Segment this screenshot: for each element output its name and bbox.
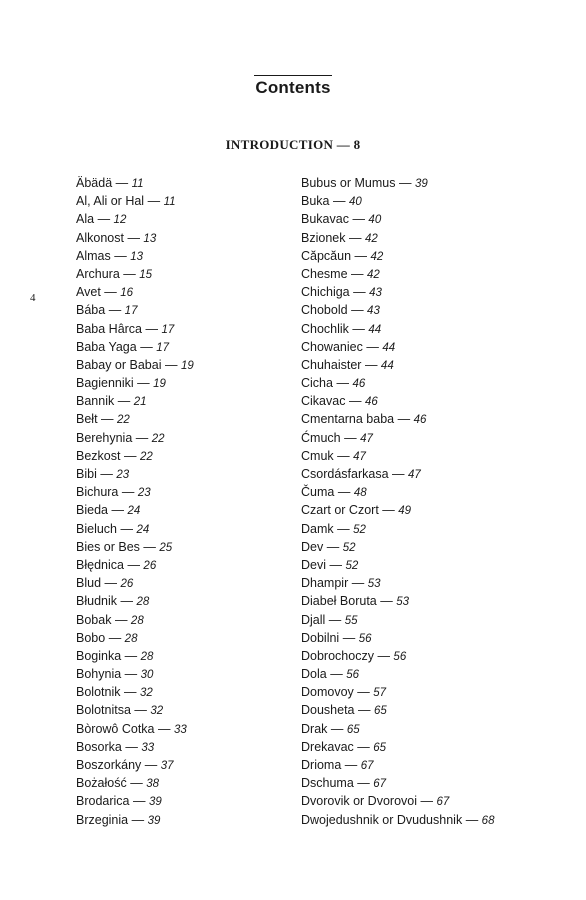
- toc-column-right: [301, 174, 494, 829]
- toc-entry-page: 33: [173, 723, 187, 736]
- toc-entry[interactable]: [301, 738, 494, 756]
- toc-entry-page: 38: [146, 778, 159, 791]
- toc-entry-name: Ala: [76, 212, 95, 227]
- toc-entry-name: Diabeł Boruta: [301, 594, 377, 609]
- toc-entry[interactable]: [301, 647, 494, 665]
- toc-entry-separator: —: [125, 739, 138, 754]
- toc-entry-name: Bobo: [76, 630, 106, 645]
- toc-entry[interactable]: [76, 265, 194, 283]
- toc-entry-name: Bezkost: [76, 448, 121, 463]
- toc-entry[interactable]: [76, 665, 194, 683]
- toc-entry-page: 65: [346, 723, 360, 736]
- toc-entry-name: Cikavac: [301, 394, 346, 409]
- toc-entry-name: Dschuma: [301, 776, 354, 791]
- toc-entry-separator: —: [348, 394, 362, 409]
- toc-entry-name: Bolotnik: [76, 685, 121, 700]
- toc-entry-separator: —: [357, 739, 370, 754]
- toc-entry-name: Boginka: [76, 648, 122, 663]
- introduction-separator: —: [336, 137, 351, 152]
- toc-entry-separator: —: [352, 321, 365, 336]
- toc-entry[interactable]: [301, 447, 494, 465]
- toc-entry-separator: —: [380, 594, 393, 609]
- toc-entry[interactable]: [76, 811, 194, 829]
- toc-entry-name: Alkonost: [76, 230, 124, 245]
- toc-entry-name: Bòrowô Cotka: [76, 721, 155, 736]
- toc-entry-separator: —: [140, 339, 153, 354]
- toc-entry-page: 67: [373, 778, 387, 791]
- toc-entry[interactable]: [301, 429, 494, 447]
- toc-entry-separator: —: [352, 212, 365, 227]
- toc-entry-separator: —: [127, 230, 140, 245]
- toc-entry-name: Chochlik: [301, 321, 349, 336]
- toc-entry-name: Chichiga: [301, 285, 350, 300]
- toc-entry[interactable]: [301, 683, 494, 701]
- toc-entry-separator: —: [123, 448, 137, 463]
- toc-entry[interactable]: [76, 756, 194, 774]
- toc-entry[interactable]: [76, 283, 194, 301]
- toc-entry[interactable]: [301, 283, 494, 301]
- toc-entry-name: Čuma: [301, 485, 335, 500]
- toc-entry[interactable]: [301, 174, 494, 192]
- toc-entry-name: Äbädä: [76, 176, 113, 190]
- toc-entry-page: 19: [180, 359, 194, 372]
- toc-entry-page: 28: [124, 632, 138, 645]
- toc-entry[interactable]: [76, 556, 194, 574]
- toc-entry-separator: —: [397, 412, 411, 427]
- toc-entry-separator: —: [353, 285, 366, 300]
- toc-entry-separator: —: [137, 376, 150, 391]
- toc-entry-separator: —: [358, 703, 371, 718]
- toc-entry[interactable]: [301, 465, 494, 483]
- toc-entry[interactable]: [76, 629, 194, 647]
- toc-entry[interactable]: [76, 247, 194, 265]
- toc-entry[interactable]: [301, 520, 494, 538]
- toc-entry[interactable]: [76, 592, 194, 610]
- toc-entry-name: Dhampir: [301, 576, 349, 591]
- toc-entry-page: 17: [124, 305, 138, 318]
- toc-entry[interactable]: [301, 538, 494, 556]
- toc-entry-page: 39: [414, 178, 428, 190]
- toc-entry-separator: —: [124, 667, 138, 682]
- toc-entry-separator: —: [332, 194, 346, 209]
- toc-entry-page: 24: [136, 523, 150, 536]
- toc-entry-page: 43: [369, 287, 382, 300]
- toc-entry-page: 65: [373, 705, 387, 718]
- toc-entry-separator: —: [130, 776, 143, 791]
- toc-entry-separator: —: [330, 667, 343, 682]
- toc-entry-page: 33: [141, 741, 155, 754]
- toc-entry-page: 22: [139, 450, 153, 463]
- toc-entry-separator: —: [114, 612, 128, 627]
- toc-entry-name: Devi: [301, 557, 327, 572]
- toc-entry-page: 49: [398, 505, 412, 518]
- toc-entry[interactable]: [76, 465, 194, 483]
- toc-entry[interactable]: [301, 811, 494, 829]
- toc-entry[interactable]: [301, 701, 494, 719]
- toc-entry-name: Archura: [76, 266, 120, 281]
- toc-entry-name: Cicha: [301, 376, 333, 391]
- toc-entry-page: 30: [140, 669, 154, 682]
- toc-entry-page: 47: [408, 469, 421, 481]
- toc-entry-page: 37: [160, 760, 174, 772]
- toc-entry-separator: —: [127, 557, 140, 572]
- toc-entry[interactable]: [76, 774, 194, 792]
- toc-entry-separator: —: [337, 485, 351, 500]
- toc-entry-separator: —: [351, 576, 365, 591]
- toc-entry[interactable]: [76, 574, 194, 592]
- toc-entry-separator: —: [100, 467, 113, 481]
- introduction-label: INTRODUCTION: [225, 137, 334, 152]
- toc-entry-name: Błudnik: [76, 594, 117, 609]
- toc-entry-page: 26: [120, 578, 134, 591]
- toc-entry-name: Czart or Czort: [301, 503, 379, 518]
- toc-entry[interactable]: [76, 792, 194, 810]
- toc-entry[interactable]: [76, 447, 194, 465]
- toc-entry-page: 47: [353, 450, 366, 463]
- toc-entry-separator: —: [147, 194, 161, 209]
- toc-entry-separator: —: [164, 357, 178, 372]
- toc-entry-page: 39: [147, 814, 161, 827]
- toc-entry[interactable]: [301, 611, 494, 629]
- toc-entry[interactable]: [301, 792, 494, 810]
- toc-entry-name: Domovoy: [301, 685, 354, 700]
- toc-entry-page: 68: [481, 814, 495, 827]
- toc-entry-name: Bieluch: [76, 521, 117, 536]
- toc-entry-page: 52: [342, 541, 356, 554]
- toc-entry-separator: —: [465, 812, 479, 827]
- toc-entry-name: Błędnica: [76, 557, 124, 572]
- toc-entry-name: Căpcăun: [301, 248, 352, 263]
- toc-entry[interactable]: [301, 301, 494, 319]
- toc-entry-separator: —: [143, 539, 156, 554]
- toc-entry-separator: —: [104, 285, 117, 300]
- toc-entry-page: 32: [150, 705, 164, 718]
- toc-entry-name: Bannik: [76, 394, 115, 409]
- toc-entry-page: 57: [373, 687, 387, 700]
- toc-entry[interactable]: [76, 647, 194, 665]
- toc-entry-separator: —: [351, 266, 364, 281]
- toc-entry-separator: —: [132, 794, 146, 809]
- toc-entry-separator: —: [337, 521, 350, 536]
- toc-entry-separator: —: [351, 303, 364, 318]
- toc-entry-name: Dobilni: [301, 630, 340, 645]
- toc-entry-name: Al, Ali or Hal: [76, 194, 145, 209]
- toc-entry-separator: —: [337, 448, 350, 463]
- toc-entry-separator: —: [144, 758, 158, 772]
- toc-entry-page: 52: [353, 523, 366, 536]
- toc-entry[interactable]: [301, 392, 494, 410]
- toc-entry-separator: —: [354, 248, 368, 263]
- toc-entry-separator: —: [344, 430, 357, 445]
- toc-entry[interactable]: [301, 556, 494, 574]
- toc-entry-page: 32: [139, 687, 153, 700]
- toc-entry-page: 52: [345, 559, 359, 572]
- title-rule: [254, 75, 332, 76]
- toc-entry-separator: —: [120, 594, 133, 609]
- toc-entry[interactable]: [76, 738, 194, 756]
- toc-entry-page: 46: [413, 414, 427, 427]
- toc-entry-separator: —: [124, 648, 138, 663]
- toc-entry-page: 11: [131, 178, 144, 190]
- toc-entry-page: 53: [367, 578, 381, 591]
- toc-entry[interactable]: [301, 720, 494, 738]
- toc-entry-name: Bełt: [76, 412, 98, 427]
- toc-entry-name: Cmuk: [301, 448, 334, 463]
- toc-entry-name: Bolotnitsa: [76, 703, 131, 718]
- toc-entry[interactable]: [301, 247, 494, 265]
- toc-entry-page: 42: [364, 232, 378, 245]
- toc-entry[interactable]: [301, 210, 494, 228]
- toc-entry-name: Chowaniec: [301, 339, 363, 354]
- toc-entry-separator: —: [342, 630, 356, 645]
- toc-entry-page: 13: [143, 232, 157, 245]
- toc-entry-name: Bożałość: [76, 776, 127, 791]
- toc-entry[interactable]: [76, 483, 194, 501]
- toc-entry-name: Bzionek: [301, 230, 346, 245]
- toc-entry-name: Dev: [301, 539, 324, 554]
- toc-entry-separator: —: [329, 557, 342, 572]
- toc-entry-page: 28: [130, 614, 144, 627]
- toc-entry-separator: —: [330, 721, 344, 736]
- toc-entry-page: 21: [133, 396, 147, 409]
- toc-entry-page: 28: [140, 650, 154, 663]
- toc-entry-name: Damk: [301, 521, 334, 536]
- toc-entry-separator: —: [135, 430, 149, 445]
- toc-entry-name: Csordásfarkasa: [301, 467, 389, 481]
- toc-entry-name: Bieda: [76, 503, 108, 518]
- toc-entry-name: Bichura: [76, 485, 119, 500]
- toc-entry-page: 23: [137, 487, 151, 500]
- toc-entry-name: Bosorka: [76, 739, 122, 754]
- toc-entry[interactable]: [301, 483, 494, 501]
- toc-entry[interactable]: [301, 592, 494, 610]
- toc-entry[interactable]: [301, 574, 494, 592]
- toc-entry[interactable]: [76, 410, 194, 428]
- toc-entry[interactable]: [76, 374, 194, 392]
- toc-entry-page: 26: [143, 559, 157, 572]
- toc-entry[interactable]: [76, 320, 194, 338]
- toc-entry[interactable]: [301, 629, 494, 647]
- toc-entry-separator: —: [364, 357, 378, 372]
- toc-entry-name: Drekavac: [301, 739, 354, 754]
- toc-entry-page: 44: [368, 323, 382, 336]
- toc-entry-page: 42: [367, 268, 380, 281]
- toc-entry[interactable]: [76, 538, 194, 556]
- toc-entry[interactable]: [76, 520, 194, 538]
- toc-entry-page: 43: [367, 305, 380, 318]
- toc-entry[interactable]: [76, 301, 194, 319]
- toc-entry-page: 46: [352, 378, 366, 391]
- toc-entry-page: 47: [360, 432, 373, 445]
- toc-entry-separator: —: [111, 503, 124, 518]
- toc-entry-page: 56: [358, 632, 372, 645]
- toc-entry-page: 44: [382, 341, 396, 354]
- toc-entry-name: Dola: [301, 667, 327, 682]
- toc-entry-page: 16: [120, 287, 134, 300]
- toc-entry-page: 67: [436, 796, 450, 809]
- toc-entry[interactable]: [76, 356, 194, 374]
- toc-entry[interactable]: [76, 338, 194, 356]
- toc-entry-separator: —: [357, 776, 370, 791]
- toc-entry-separator: —: [326, 539, 340, 554]
- toc-entry-name: Chesme: [301, 266, 348, 281]
- toc-entry-page: 39: [148, 796, 162, 809]
- toc-entry[interactable]: [76, 429, 194, 447]
- toc-entry[interactable]: [301, 756, 494, 774]
- introduction-entry[interactable]: [0, 137, 586, 153]
- toc-entry-name: Ćmuch: [301, 430, 341, 445]
- toc-entry-name: Dobrochoczy: [301, 648, 374, 663]
- toc-entry-separator: —: [398, 176, 412, 190]
- toc-entry[interactable]: [301, 320, 494, 338]
- toc-entry-separator: —: [115, 176, 129, 190]
- toc-entry-page: 12: [113, 214, 127, 227]
- toc-entry-separator: —: [123, 266, 136, 281]
- page-folio: 4: [30, 292, 36, 304]
- toc-entry[interactable]: [301, 774, 494, 792]
- toc-entry-page: 25: [159, 541, 173, 554]
- toc-entry-name: Bába: [76, 303, 106, 318]
- toc-entry-separator: —: [120, 521, 133, 536]
- toc-entry-separator: —: [382, 503, 395, 518]
- toc-entry-separator: —: [131, 812, 145, 827]
- toc-entry[interactable]: [76, 720, 194, 738]
- toc-entry-name: Dousheta: [301, 703, 355, 718]
- toc-entry-name: Blud: [76, 576, 102, 591]
- toc-entry-page: 48: [353, 487, 367, 500]
- toc-entry-page: 22: [117, 414, 130, 427]
- toc-entry-page: 53: [396, 596, 410, 609]
- toc-entry-name: Brodarica: [76, 794, 130, 809]
- toc-entry-page: 56: [393, 650, 407, 663]
- toc-entry[interactable]: [76, 210, 194, 228]
- toc-entry-separator: —: [117, 394, 131, 409]
- toc-entry-name: Babay or Babai: [76, 357, 162, 372]
- toc-entry[interactable]: [76, 501, 194, 519]
- toc-entry-name: Cmentarna baba: [301, 412, 395, 427]
- toc-entry-name: Baba Hârca: [76, 321, 143, 336]
- toc-entry[interactable]: [301, 665, 494, 683]
- toc-entry-name: Avet: [76, 285, 101, 300]
- toc-entry[interactable]: [301, 265, 494, 283]
- toc-entry[interactable]: [76, 229, 194, 247]
- toc-entry-name: Bukavac: [301, 212, 349, 227]
- toc-entry-separator: —: [101, 412, 114, 427]
- toc-entry-separator: —: [357, 685, 370, 700]
- toc-entry-page: 23: [116, 469, 130, 481]
- toc-entry-page: 11: [163, 196, 176, 209]
- toc-entry[interactable]: [301, 410, 494, 428]
- toc-entry[interactable]: [76, 174, 194, 192]
- toc-entry-separator: —: [121, 485, 135, 500]
- toc-entry-page: 24: [127, 505, 141, 518]
- toc-entry-separator: —: [158, 721, 171, 736]
- toc-entry-name: Chuhaister: [301, 357, 362, 372]
- toc-entry[interactable]: [76, 701, 194, 719]
- toc-entry-separator: —: [104, 576, 118, 591]
- toc-entry[interactable]: [301, 356, 494, 374]
- toc-entry-separator: —: [108, 630, 122, 645]
- toc-entry-separator: —: [336, 376, 349, 391]
- toc-entry-name: Baba Yaga: [76, 339, 137, 354]
- toc-entry-separator: —: [344, 758, 358, 772]
- toc-entry-separator: —: [366, 339, 379, 354]
- toc-entry-name: Dvorovik or Dvorovoi: [301, 794, 418, 809]
- toc-entry[interactable]: [301, 338, 494, 356]
- toc-entry-name: Drioma: [301, 758, 342, 772]
- toc-entry-name: Dwojedushnik or Dvudushnik: [301, 812, 463, 827]
- toc-entry-name: Drak: [301, 721, 328, 736]
- toc-entry-page: 22: [151, 432, 165, 445]
- toc-entry[interactable]: [301, 229, 494, 247]
- toc-entry-name: Buka: [301, 194, 330, 209]
- toc-entry-name: Djall: [301, 612, 326, 627]
- page-title: Contents: [255, 78, 331, 97]
- toc-entry-name: Brzeginia: [76, 812, 129, 827]
- toc-entry-separator: —: [114, 248, 127, 263]
- toc-entry-separator: —: [392, 467, 405, 481]
- toc-entry-page: 40: [368, 214, 382, 227]
- toc-entry-name: Bohynia: [76, 667, 122, 682]
- toc-entry-separator: —: [123, 685, 137, 700]
- toc-entry-separator: —: [328, 612, 342, 627]
- toc-entry[interactable]: [76, 683, 194, 701]
- introduction-page: 8: [353, 137, 361, 152]
- toc-entry[interactable]: [301, 501, 494, 519]
- toc-entry-page: 65: [373, 741, 387, 754]
- toc-entry-page: 67: [360, 760, 374, 772]
- toc-entry-name: Chobold: [301, 303, 348, 318]
- toc-entry-page: 13: [130, 250, 143, 263]
- toc-entry[interactable]: [76, 611, 194, 629]
- toc-entry[interactable]: [76, 192, 194, 210]
- toc-entry-separator: —: [348, 230, 362, 245]
- toc-entry-separator: —: [97, 212, 111, 227]
- toc-entry-page: 44: [380, 359, 394, 372]
- toc-entry-separator: —: [377, 648, 390, 663]
- toc-entry-page: 17: [156, 341, 169, 354]
- toc-column-left: [76, 174, 194, 829]
- toc-entry-name: Bubus or Mumus: [301, 176, 396, 190]
- toc-entry-page: 28: [136, 596, 150, 609]
- toc-entry-separator: —: [108, 303, 122, 318]
- toc-entry-page: 42: [370, 250, 384, 263]
- toc-entry-separator: —: [134, 703, 147, 718]
- toc-entry[interactable]: [301, 192, 494, 210]
- toc-entry-name: Berehynia: [76, 430, 133, 445]
- toc-entry-page: 56: [346, 669, 359, 682]
- toc-entry-name: Bies or Bes: [76, 539, 140, 554]
- toc-entry-separator: —: [145, 321, 158, 336]
- toc-entry[interactable]: [76, 392, 194, 410]
- toc-entry-name: Almas: [76, 248, 111, 263]
- toc-entry-name: Bagienniki: [76, 376, 134, 391]
- toc-entry-page: 17: [161, 323, 175, 336]
- toc-entry-name: Bibi: [76, 467, 97, 481]
- toc-entry-name: Bobak: [76, 612, 112, 627]
- toc-entry-separator: —: [420, 794, 433, 809]
- toc-entry-page: 15: [139, 268, 153, 281]
- toc-entry[interactable]: [301, 374, 494, 392]
- toc-entry-page: 46: [364, 396, 378, 409]
- toc-entry-name: Boszorkány: [76, 758, 142, 772]
- toc-entry-page: 55: [344, 614, 358, 627]
- toc-entry-page: 40: [348, 196, 362, 209]
- toc-entry-page: 19: [153, 378, 166, 391]
